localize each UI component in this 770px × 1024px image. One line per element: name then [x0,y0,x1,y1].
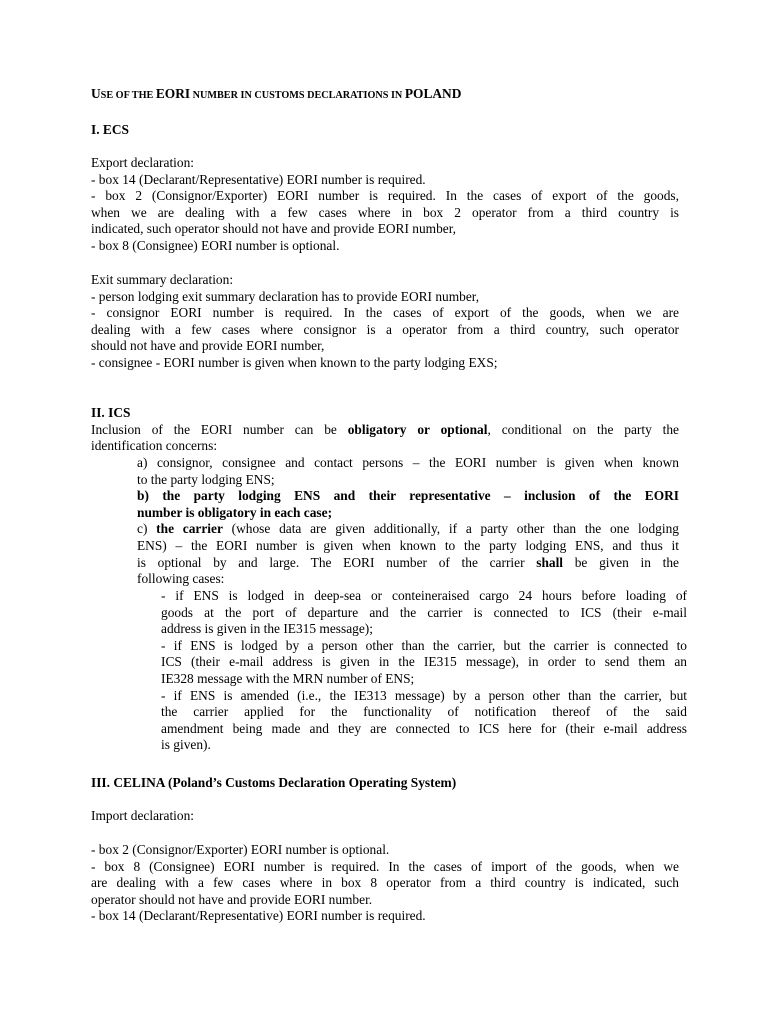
text-line: identification concerns: [91,438,218,454]
text-run-bold: obligatory or optional [347,421,488,437]
text-line: dealing with a few cases where consignor is a operator from a third country, such operator [91,321,679,337]
text-line: are dealing with a few cases where in box 8 operator from a third country is indicated, such [91,875,679,891]
text-line: when we are dealing with a few cases where in box 2 operator from a third country is [91,204,679,220]
section-heading-ecs: I. ECS [91,122,129,137]
list-item: - box 8 (Consignee) EORI number is required. In the cases of import of the goods, when we [91,858,679,874]
text-run: c) [137,521,157,537]
export-declaration-block [91,155,679,255]
sublist-item: - if ENS is amended (i.e., the IE313 message) by a person other than the carrier, but [161,687,687,703]
text-run: Inclusion of the EORI number can be [91,421,348,437]
text-line: the carrier applied for the functionality of notification thereof of the said [161,704,687,720]
sublist-item: - if ENS is lodged in deep-sea or conteineraised cargo 24 hours before loading of [161,588,687,603]
list-item: b) the party lodging ENS and their representative – inclusion of the EORI [137,488,679,504]
title-part: POLAND [404,86,462,101]
text-run: (whose data are given additionally, if a party other than the one lodging [222,521,679,537]
text-run: , conditional on the party the [487,421,679,437]
sublist-item: - if ENS is lodged by a person other than the carrier, but the carrier is connected to [161,637,687,653]
title-part: NUMBER IN CUSTOMS DECLARATIONS IN [190,90,405,101]
title-part: SE OF THE [100,90,156,101]
list-item: - box 8 (Consignee) EORI number is optional. [91,237,340,253]
text-run-bold: shall [536,554,564,570]
text-line: should not have and provide EORI number, [91,338,325,354]
text-line: following cases: [137,571,225,587]
text-line: IE328 message with the MRN number of ENS; [161,670,415,686]
exit-summary-block [91,272,679,372]
list-item: - box 2 (Consignor/Exporter) EORI number is optional. [91,842,390,857]
list-item: - person lodging exit summary declaration has to provide EORI number, [91,288,480,304]
section-heading-ics: II. ICS [91,405,131,420]
list-item: - box 2 (Consignor/Exporter) EORI number is required. In the cases of export of the goods, [91,188,679,204]
ics-block [91,405,679,455]
text-line: goods at the port of departure and the carrier is connected to ICS (their e-mail [161,604,687,620]
text-line: number is obligatory in each case; [137,504,333,520]
import-declaration-block [91,842,679,925]
text-line: ICS (their e-mail address is given in the IE315 message), in order to send them an [161,654,687,670]
list-item: - consignor EORI number is required. In the cases of export of the goods, when we are [91,305,679,321]
document-title [91,86,679,105]
ics-sublist [161,588,687,754]
text-line: indicated, such operator should not have and provide EORI number, [91,221,457,237]
text-line: is given). [161,737,211,753]
import-declaration-label: Import declaration: [91,808,194,823]
list-item: - box 14 (Declarant/Representative) EORI number is required. [91,171,426,187]
title-part: EORI [155,86,191,101]
export-declaration-label: Export declaration: [91,155,194,170]
ics-list [137,455,679,588]
ics-intro-line [91,422,679,439]
text-line: ENS) – the EORI number is given when known to the party lodging ENS, and thus it [137,537,679,553]
list-item [137,521,679,538]
text-line: to the party lodging ENS; [137,471,275,487]
text-run-bold: the carrier [156,521,223,537]
text-line: address is given in the IE315 message); [161,621,373,637]
text-run: be given in the [563,554,679,570]
list-item: - box 14 (Declarant/Representative) EORI number is required. [91,908,426,924]
list-item: a) consignor, consignee and contact persons – the EORI number is given when known [137,455,679,470]
list-item: - consignee - EORI number is given when known to the party lodging EXS; [91,354,498,370]
title-part: U [91,86,101,101]
text-line: operator should not have and provide EORI number. [91,891,373,907]
text-run: is optional by and large. The EORI number of the carrier [137,554,537,570]
text-line: amendment being made and they are connected to ICS here for (their e-mail address [161,720,687,736]
exit-summary-label: Exit summary declaration: [91,272,234,287]
section-heading-celina: III. CELINA (Poland’s Customs Declaration Operating System) [91,775,457,790]
text-line [137,555,679,572]
